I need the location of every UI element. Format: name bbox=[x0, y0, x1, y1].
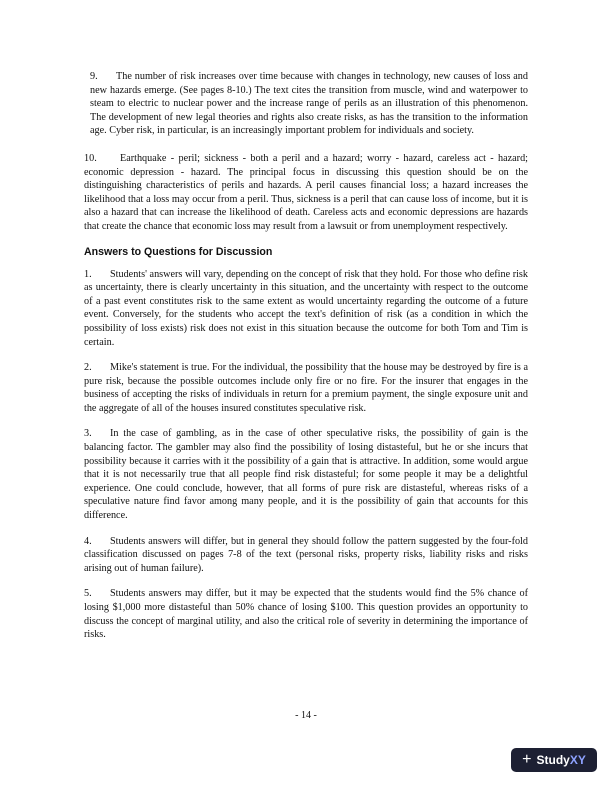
question-number: 10. bbox=[84, 152, 97, 164]
brand-name-part1: Study bbox=[536, 753, 570, 767]
section-heading: Answers to Questions for Discussion bbox=[84, 245, 273, 258]
discussion-answer-3 bbox=[84, 427, 528, 522]
page-content bbox=[84, 70, 528, 654]
question-text: Earthquake - peril; sickness - both a peril and a hazard; worry - hazard, careless act - hazard; economic depression - hazard. The principal focus in discussing this question should be on the distinguishing characteristics of perils and hazards. A peril causes financial loss; a hazard increases the likelihood that a loss may occur from a peril. Thus, sickness is a peril that can cause loss of income, but it is also a hazard that can increase the likelihood of death. Careless acts and economic depressions are hazards that create the chance that economic loss may result from a lawsuit or from unemployment respectively. bbox=[84, 152, 528, 232]
discussion-answer-4 bbox=[84, 535, 528, 576]
answer-text: In the case of gambling, as in the case of other speculative risks, the possibility of gain is the balancing factor. The gambler may also find the possibility of losing distasteful, but he or she incurs that possibility because it carries with it the possibility of a gain that is attractive. In addition, some would argue that it is not necessarily true that all people find risk distasteful; for some people it may be a delightful experience. One could conclude, however, that all forms of pure risk are distasteful, whereas risks of a speculative nature find favor among many people, and it is the possibility of gain that accounts for this difference. bbox=[84, 428, 528, 522]
answer-text: Students answers will differ, but in general they should follow the pattern suggested by the four-fold classification discussed on pages 7-8 of the text (personal risks, property risks, liability risks and risks arising out of human failure). bbox=[84, 535, 528, 574]
question-10-paragraph bbox=[84, 152, 528, 234]
page-number: - 14 - bbox=[295, 710, 317, 721]
brand-name-part2: XY bbox=[569, 753, 586, 767]
answer-number: 4. bbox=[84, 535, 92, 547]
answer-text: Students answers may differ, but it may be expected that the students would find the 5% chance of losing $1,000 more distasteful than 50% chance of losing $100. This question provides an opportunity to discuss the concept of marginal utility, and also the critical role of severity in determining the importance of risks. bbox=[84, 588, 528, 641]
plus-icon: + bbox=[522, 751, 532, 768]
question-text: The number of risk increases over time because with changes in technology, new causes of loss and new hazards emerge. (See pages 8-10.) The text cites the transition from muscle, wind and waterpower to steam to electric to nuclear power and the increase range of perils as an illustration of this phenomenon. The development of new legal theories and rights also create risks, as has the transition to the information age. Cyber risk, in particular, is an increasingly important problem for individuals and society. bbox=[90, 71, 528, 137]
discussion-answer-2 bbox=[84, 361, 528, 415]
answer-text: Mike's statement is true. For the individual, the possibility that the house may be destroyed by fire is a pure risk, because the possible outcomes include only fire or no fire. For the insurer that engages in the business of accepting the risks of individuals in return for a premium payment, the single exposure unit and the aggregate of all of the houses insured constitutes speculative risk. bbox=[84, 362, 528, 414]
studyxy-watermark bbox=[511, 748, 597, 772]
discussion-answer-1 bbox=[84, 268, 528, 350]
question-9-paragraph bbox=[84, 70, 528, 138]
answer-number: 5. bbox=[84, 588, 92, 600]
answer-number: 1. bbox=[84, 268, 92, 280]
discussion-answer-5 bbox=[84, 587, 528, 641]
answer-number: 2. bbox=[84, 362, 92, 374]
answer-text: Students' answers will vary, depending on the concept of risk that they hold. For those who define risk as uncertainty, there is clearly uncertainty in this situation, and the uncertainty with respect to the outcome of a past event constitutes risk to the same extent as would uncertainty regarding the outcome of a future event. Conversely, for the students who accept the text's definition of risk (as a condition in which the possibility of loss exists) risk does not exist in this situation because the outcome for both Tom and Tim is certain. bbox=[84, 268, 528, 348]
question-number: 9. bbox=[90, 71, 98, 82]
answer-number: 3. bbox=[84, 428, 92, 440]
